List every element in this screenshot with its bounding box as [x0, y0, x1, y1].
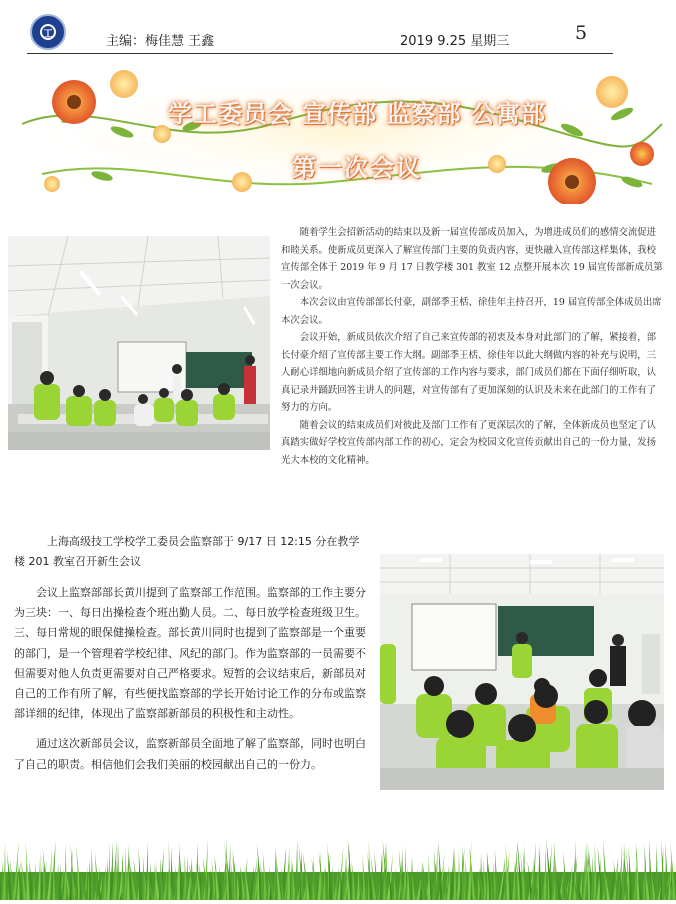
paragraph: 本次会议由宣传部部长付豪，副部季王栝、徐佳年主持召开，19 届宣传部全体成员出席本次会议。 [281, 297, 662, 326]
article-propaganda [281, 224, 665, 469]
paragraph: 通过这次新部员会议，监察新部员全面地了解了监察部，同时也明白了自己的职责。相信他们会我们美丽的校园献出自己的一份力。 [14, 737, 366, 771]
article-inspection [14, 583, 370, 785]
paragraph: 随着会议的结束成员们对彼此及部门工作有了更深层次的了解，全体新成员也坚定了认真踏实做好学校宣传部内部工作的初心，定会为校园文化宣传贡献出自己的一份力量，发扬光大本校的文化精神。 [281, 419, 657, 466]
article-inspection-caption: 上海高级技工学校学工委员会监察部于 9/17 日 12:15 分在教学楼 201 教室召开新生会议 [14, 535, 360, 568]
header-divider [27, 53, 613, 54]
title-banner [12, 64, 667, 204]
editor-credit: 主编：梅佳慧 王鑫 [106, 34, 215, 49]
page-number: 5 [575, 22, 588, 44]
paragraph: 随着学生会招新活动的结束以及新一届宣传部成员加入，为增进成员们的感情交流促进和睦关系。使新成员更深入了解宣传部门主要的负责内容，更快融入宣传部这样集体，我校宣传部全体于 2019 年 9 月 17 日教学楼 301 教室 12 点整开展本次 19 届宣传部新成员第一次会议。 [281, 227, 663, 291]
grass-footer [0, 832, 676, 900]
issue-date: 2019 9.25 星期三 [400, 34, 510, 49]
meeting-photo-propaganda [8, 236, 270, 450]
paragraph: 会议开始，新成员依次介绍了自己来宣传部的初衷及本身对此部门的了解，紧接着，部长付豪介绍了宣传部主要工作大纲。副部季王栝、徐佳年以此大纲做内容的补充与说明，三人耐心详细地向新成员介绍了宣传部的工作内容与要求，部门成员们都在下面仔细听取，认真记录并踊跃回答主讲人的问题，对宣传部有了更加深刻的认识及未来在此部门的工作有了努力的方向。 [281, 332, 657, 413]
school-logo [30, 14, 66, 50]
banner-title-line1: 学工委员会 宣传部 监察部 公寓部 [167, 100, 547, 128]
floral-banner-art [12, 64, 667, 204]
banner-title-line2: 第一次会议 [292, 154, 422, 182]
page-header [0, 0, 676, 62]
grass-art [0, 832, 676, 900]
meeting-photo-inspection [380, 554, 664, 790]
paragraph: 会议上监察部部长黄川提到了监察部工作范围。监察部的工作主要分为三块：一、每日出操检查个班出勤人员。二、每日放学检查班级卫生。三、每日常规的眼保健操检查。部长黄川同时也提到了监察部是一个重要的部门，是一个管理着学校纪律、风纪的部门。作为监察部的一员需要不但需要对他人负责更需要对自己严格要求。短暂的会议结束后，新部员对自己的工作有所了解，有些便找监察部的学长开始讨论工作的分布或监察部详细的纪律，体现出了监察部新部员的积极性和主动性。 [14, 586, 366, 721]
logo-mark: 工 [43, 29, 53, 40]
